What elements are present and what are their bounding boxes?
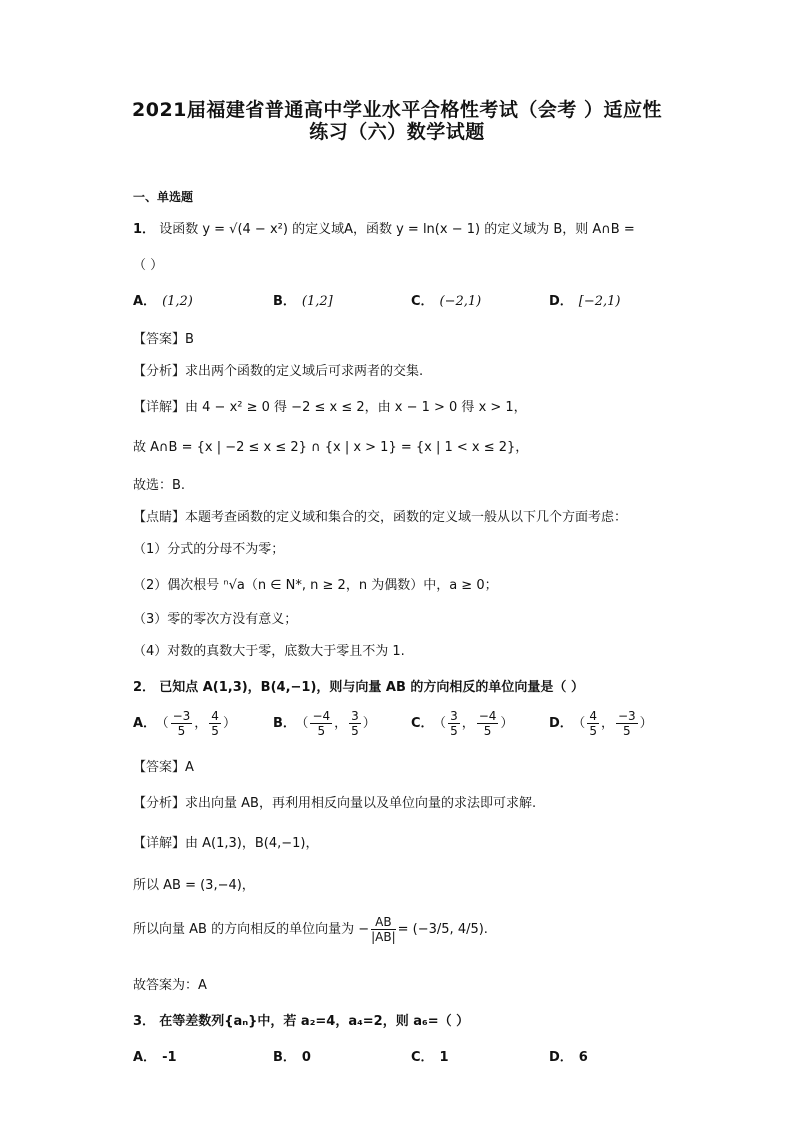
question-1-paren: （ ） [133,258,164,273]
option-label: B． [273,294,296,309]
fraction: $\frac{4}{5}$ [211,709,219,738]
q1-answer [133,328,194,347]
option-label: D． [549,294,573,309]
answer-value: A [185,760,194,775]
question-text: 已知点 A(1,3)，B(4,−1)，则与向量 AB 的方向相反的单位向量是（ ） [159,680,584,695]
q2-answer [133,756,194,775]
q1-point-2: （2）偶次根号 ⁿ√a（n ∈ N*, n ≥ 2，n 为偶数）中，a ≥ 0； [133,578,498,593]
comment-text: 本题考查函数的定义域和集合的交，函数的定义域一般从以下几个方面考虑： [185,510,628,525]
section-heading: 一、单选题 [133,190,194,204]
question-number: 3． [133,1014,156,1029]
detail-result: = (−3/5, 4/5). [397,922,488,937]
q2-option-b: B． （ $\frac{-4}{5}$ ， $\frac{3}{5}$ ） [273,709,376,738]
q2-analysis [133,792,536,811]
q3-option-b [273,1046,311,1065]
analysis-tag: 【分析】 [133,796,186,811]
option-label: A． [133,716,157,731]
option-text: 0 [301,1050,311,1065]
q1-option-a [133,290,193,309]
question-1-stem [133,218,635,237]
detail-tag: 【详解】 [133,836,186,851]
q3-option-d [549,1046,588,1065]
q1-detail-1 [133,396,527,415]
analysis-tag: 【分析】 [133,364,186,379]
q2-option-a: A． （ $\frac{-3}{5}$ ， $\frac{4}{5}$ ） [133,709,236,738]
q2-option-c: C． （ $\frac{3}{5}$ ， $\frac{-4}{5}$ ） [411,709,514,738]
option-text: (1,2] [301,294,333,309]
fraction: $\frac{-3}{5}$ [172,709,191,738]
option-label: B． [273,716,296,731]
option-text: [−2,1) [578,294,621,309]
q1-option-d [549,290,621,309]
q1-option-b [273,290,333,309]
option-text: 6 [578,1050,588,1065]
q1-choose: 故选：B. [133,478,186,493]
detail-text: 由 4 − x² ≥ 0 得 −2 ≤ x ≤ 2，由 x − 1 > 0 得 x > 1， [185,400,527,415]
q1-comment [133,506,627,525]
q1-point-4: （4）对数的真数大于零，底数大于零且不为 1. [133,644,405,659]
detail-text: 由 A(1,3)，B(4,−1)， [185,836,319,851]
option-text: (−2,1) [439,294,482,309]
document-title-line2: 练习（六）数学试题 [309,121,485,143]
option-text: 1 [439,1050,449,1065]
fraction: $\frac{3}{5}$ [351,709,359,738]
q2-choose: 故答案为：A [133,978,207,993]
option-label: A． [133,294,157,309]
q3-option-c [411,1046,449,1065]
q1-point-3: （3）零的零次方没有意义； [133,612,298,627]
option-label: C． [411,294,434,309]
comment-tag: 【点睛】 [133,510,186,525]
document-title-line1: 2021届福建省普通高中学业水平合格性考试（会考 ）适应性 [132,99,662,121]
fraction: $\frac{4}{5}$ [589,709,597,738]
option-label: A． [133,1050,157,1065]
option-label: D． [549,1050,573,1065]
question-2-stem [133,676,584,695]
q1-analysis [133,360,423,379]
q2-detail-2: 所以 AB = (3,−4)， [133,878,255,893]
option-text: (1,2) [162,294,193,309]
answer-tag: 【答案】 [133,760,186,775]
fraction: $\frac{-4}{5}$ [478,709,497,738]
analysis-text: 求出向量 AB，再利用相反向量以及单位向量的求法即可求解. [185,796,537,811]
analysis-text: 求出两个函数的定义域后可求两者的交集. [185,364,424,379]
q1-point-1: （1）分式的分母不为零； [133,542,285,557]
fraction: $\frac{-3}{5}$ [617,709,636,738]
option-label: B． [273,1050,296,1065]
answer-value: B [185,332,194,347]
option-text: -1 [162,1050,177,1065]
q2-detail-1 [133,832,319,851]
question-3-stem [133,1010,469,1029]
fraction: $\frac{3}{5}$ [450,709,458,738]
vector-fraction: $\frac{AB}{|AB|}$ [371,915,396,944]
fraction: $\frac{-4}{5}$ [312,709,331,738]
question-number: 1． [133,222,156,237]
question-text: 设函数 y = √(4 − x²) 的定义域A，函数 y = ln(x − 1) 的定义域为 B，则 A∩B = [159,222,635,237]
q3-option-a [133,1046,177,1065]
q2-detail-3 [133,916,488,943]
answer-tag: 【答案】 [133,332,186,347]
option-label: D． [549,716,573,731]
detail-tag: 【详解】 [133,400,186,415]
option-label: C． [411,716,434,731]
option-label: C． [411,1050,434,1065]
detail-text: 所以向量 AB 的方向相反的单位向量为 − [133,922,370,937]
q1-option-c [411,290,481,309]
q2-option-d: D． （ $\frac{4}{5}$ ， $\frac{-3}{5}$ ） [549,709,653,738]
q1-detail-2: 故 A∩B = {x | −2 ≤ x ≤ 2} ∩ {x | x > 1} = {x | 1 < x ≤ 2}， [133,440,529,455]
question-text: 在等差数列{aₙ}中，若 a₂=4，a₄=2，则 a₆=（ ） [159,1014,470,1029]
question-number: 2． [133,680,156,695]
